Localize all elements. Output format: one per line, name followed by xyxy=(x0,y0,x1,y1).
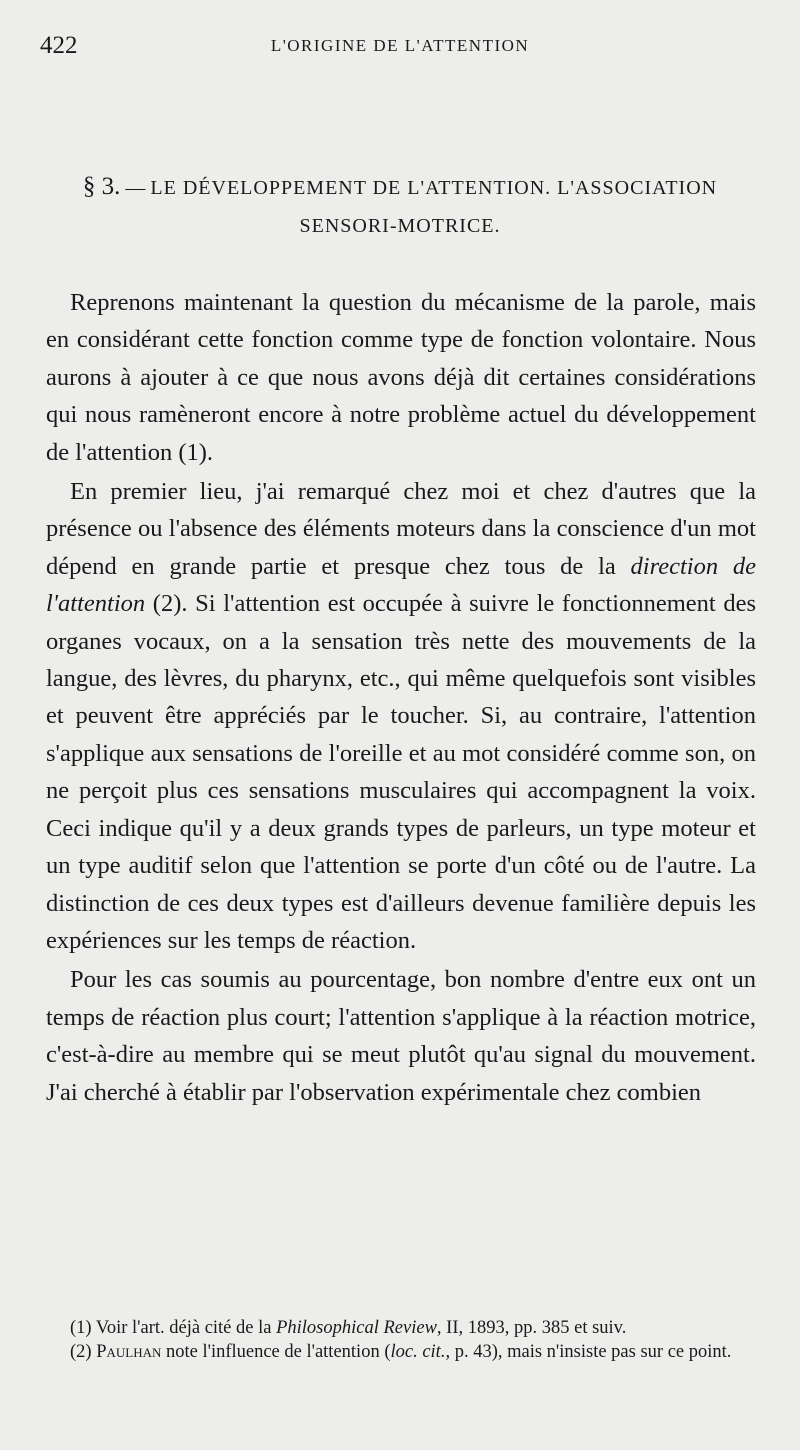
paragraph-1: Reprenons maintenant la question du mécanisme de la parole, mais en considérant cette fonction comme type de fonction volontaire. Nous aurons à ajouter à ce que nous avons déjà dit certaines considérations qui nous ramèneront encore à notre problème actuel du développement de l'attention (1). xyxy=(46,289,756,466)
footnote-1 xyxy=(46,1318,756,1339)
footnote-2-text-a: note l'influence de l'attention ( xyxy=(161,1342,391,1362)
section-dash: — xyxy=(125,177,146,199)
section-number: § 3. xyxy=(82,173,121,200)
footnote-2-text-b: , p. 43), mais n'insiste pas sur ce point. xyxy=(445,1342,732,1362)
paragraph-2 xyxy=(46,473,756,959)
paragraph-3: Pour les cas soumis au pourcentage, bon nombre d'entre eux ont un temps de réaction plus court; l'attention s'applique à la réaction motrice, c'est-à-dire au membre qui se meut plutôt qu'au signal du mouvement. J'ai cherché à établir par l'observation expérimentale chez combien xyxy=(46,966,756,1106)
paragraph-2-italic: direction de l'attention xyxy=(46,552,756,618)
footnote-2 xyxy=(46,1342,756,1363)
footnotes xyxy=(46,1318,756,1366)
page-number: 422 xyxy=(40,32,78,59)
page-header xyxy=(40,28,760,64)
footnote-2-author: Paulhan xyxy=(96,1342,162,1362)
footnote-1-italic: Philosophical Review xyxy=(276,1318,437,1338)
running-title: L'ORIGINE DE L'ATTENTION xyxy=(270,36,530,55)
section-title-line2: SENSORI-MOTRICE. xyxy=(299,215,501,237)
footnote-1-text-a: Voir l'art. déjà cité de la xyxy=(91,1318,277,1338)
footnote-2-italic: loc. cit. xyxy=(390,1342,446,1362)
footnote-2-marker: (2) xyxy=(70,1342,92,1362)
footnote-1-marker: (1) xyxy=(70,1318,92,1338)
section-heading xyxy=(40,168,760,245)
section-title-line1: LE DÉVELOPPEMENT DE L'ATTENTION. L'ASSOCIATION xyxy=(150,177,718,199)
paragraph-2-text-b: (2). Si l'attention est occupée à suivre le fonctionnement des organes vocaux, on a la sensation très nette des mouvements de la langue, des lèvres, du pharynx, etc., qui même quelquefois sont visibles et peuvent être appréciés par le toucher. Si, au contraire, l'attention s'applique aux sensations de l'oreille et au mot considéré comme son, on ne perçoit plus ces sensations musculaires qui accompagnent la voix. Ceci indique qu'il y a deux grands types de parleurs, un type moteur et un type auditif selon que l'attention se porte d'un côté ou de l'autre. La distinction de ces deux types est d'ailleurs devenue familière depuis les expériences sur les temps de réaction. xyxy=(46,590,756,954)
paragraph-2-text-a: En premier lieu, j'ai remarqué chez moi et chez d'autres que la présence ou l'absence des éléments moteurs dans la conscience d'un mot dépend en grande partie et presque chez tous de la xyxy=(46,478,756,580)
footnote-1-text-b: , II, 1893, pp. 385 et suiv. xyxy=(436,1318,627,1338)
section-heading-line1 xyxy=(40,168,760,207)
body-text xyxy=(46,284,756,1111)
